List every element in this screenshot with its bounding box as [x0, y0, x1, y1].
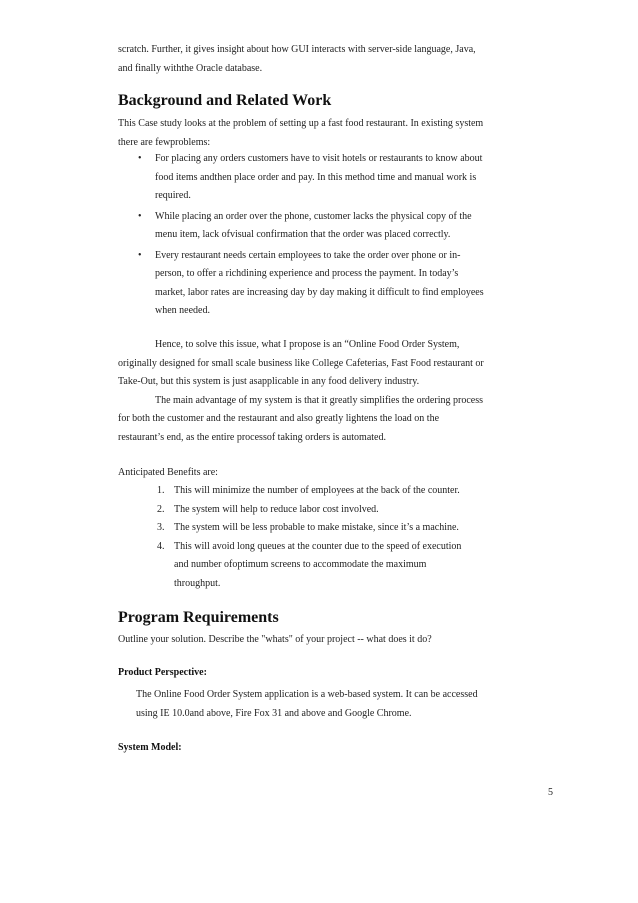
intro-line-2: and finally withthe Oracle database. [118, 63, 263, 74]
bullet-line: For placing any orders customers have to visit hotels or restaurants to know about [155, 153, 483, 164]
bullet-icon: • [138, 210, 142, 222]
benefit-line: The system will be less probable to make mistake, since it’s a machine. [174, 522, 459, 533]
bullet-text [155, 150, 515, 206]
bullet-text [155, 208, 515, 245]
benefit-number: 4. [157, 540, 165, 552]
bullet-line: menu item, lack ofvisual confirmation that the order was placed correctly. [155, 229, 451, 240]
section-heading-background: Background and Related Work [118, 92, 332, 109]
product-perspective-heading: Product Perspective: [118, 667, 207, 678]
bullet-text [155, 247, 515, 321]
proposal-line-1: Hence, to solve this issue, what I propose is an “Online Food Order System, [155, 339, 460, 350]
advantage-line-2: for both the customer and the restaurant and also greatly lightens the load on the [118, 413, 440, 424]
bullet-item [118, 208, 538, 245]
benefit-item [118, 538, 538, 594]
benefit-number: 1. [157, 485, 165, 496]
product-perspective-line-1: The Online Food Order System application is a web-based system. It can be accessed [136, 689, 478, 700]
bullet-item [118, 150, 538, 206]
page-number: 5 [548, 787, 553, 798]
benefit-text [174, 538, 494, 594]
benefit-item [118, 519, 538, 538]
bullet-item [118, 247, 538, 321]
benefits-label: Anticipated Benefits are: [118, 467, 218, 478]
benefit-number: 2. [157, 503, 165, 515]
problem-bullet-list [118, 150, 538, 323]
benefit-item [118, 501, 538, 520]
bullet-line: food items andthen place order and pay. In this method time and manual work is [155, 171, 477, 183]
product-perspective-line-2: using IE 10.0and above, Fire Fox 31 and above and Google Chrome. [136, 708, 412, 719]
background-intro-line-1: This Case study looks at the problem of setting up a fast food restaurant. In existing system [118, 118, 484, 129]
bullet-line: person, to offer a richdining experience and process the payment. In today’s [155, 268, 459, 279]
bullet-line: While placing an order over the phone, customer lacks the physical copy of the [155, 210, 472, 222]
bullet-line: market, labor rates are increasing day by day making it difficult to find employees [155, 286, 484, 298]
outline-text: Outline your solution. Describe the "whats" of your project -- what does it do? [118, 634, 432, 645]
benefit-number: 3. [157, 522, 165, 533]
bullet-icon: • [138, 153, 142, 164]
proposal-line-2: originally designed for small scale business like College Cafeterias, Fast Food restaurant or [118, 358, 484, 369]
bullet-line: when needed. [155, 305, 210, 316]
background-intro-line-2: there are fewproblems: [118, 137, 211, 148]
benefit-line: This will avoid long queues at the counter due to the speed of execution [174, 540, 462, 552]
system-model-heading: System Model: [118, 742, 182, 753]
bullet-line: Every restaurant needs certain employees to take the order over phone or in- [155, 249, 461, 261]
benefit-item [118, 482, 538, 501]
benefits-list [118, 482, 538, 593]
bullet-icon: • [138, 249, 142, 261]
proposal-line-3: Take-Out, but this system is just asapplicable in any food delivery industry. [118, 376, 420, 387]
benefit-line: and number ofoptimum screens to accommodate the maximum [174, 559, 427, 570]
advantage-line-3: restaurant’s end, as the entire processof taking orders is automated. [118, 432, 386, 443]
advantage-line-1: The main advantage of my system is that it greatly simplifies the ordering process [155, 395, 483, 406]
intro-line-1: scratch. Further, it gives insight about how GUI interacts with server-side language, Java, [118, 44, 476, 55]
bullet-line: required. [155, 190, 191, 201]
benefit-line: The system will help to reduce labor cost involved. [174, 503, 379, 515]
benefit-line: throughput. [174, 577, 221, 589]
benefit-line: This will minimize the number of employees at the back of the counter. [174, 485, 460, 496]
section-heading-program-requirements: Program Requirements [118, 609, 279, 626]
